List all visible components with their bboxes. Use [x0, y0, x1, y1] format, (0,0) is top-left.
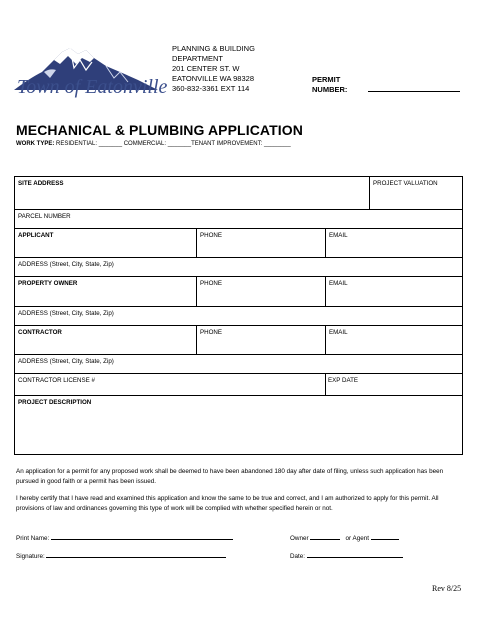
address-line: 360-832-3361 EXT 114: [172, 84, 250, 93]
contractor-label: CONTRACTOR: [18, 329, 62, 336]
address-line: PLANNING & BUILDING: [172, 44, 255, 53]
contractor-license-field[interactable]: [14, 373, 326, 396]
parcel-number-field[interactable]: [14, 209, 463, 229]
permit-number-field[interactable]: [368, 91, 460, 92]
parcel-number-label: PARCEL NUMBER: [18, 213, 71, 220]
logo-text: Town of Eatonville: [17, 76, 168, 98]
print-name-row[interactable]: [16, 532, 233, 542]
project-description-field[interactable]: [14, 395, 463, 455]
agent-line[interactable]: [371, 532, 399, 540]
date-row[interactable]: [290, 550, 403, 560]
abandonment-notice: An application for a permit for any proposed work shall be deemed to have been abandoned 180 day after date of filing, unless such application has been pursued in good faith or a permit has been issued.: [16, 468, 444, 485]
owner-label: Owner: [290, 535, 309, 542]
project-valuation-label: PROJECT VALUATION: [373, 180, 438, 187]
site-address-field[interactable]: [14, 176, 370, 210]
project-description-label: PROJECT DESCRIPTION: [18, 399, 92, 406]
phone-label: PHONE: [200, 280, 223, 287]
property-owner-label: PROPERTY OWNER: [18, 280, 78, 287]
work-type-label: WORK TYPE:: [16, 141, 55, 147]
project-valuation-field[interactable]: [369, 176, 463, 210]
applicant-label: APPLICANT: [18, 232, 54, 239]
contractor-license-label: CONTRACTOR LICENSE #: [18, 377, 95, 384]
certification-statement: I hereby certify that I have read and examined this application and know the same to be true and correct, and I am authorized to apply for this permit. All provisions of law and ordinances governing this type of work will be complied with whether specified herein or not.: [16, 495, 439, 512]
permit-label-line-1: PERMIT: [312, 75, 341, 84]
email-label: EMAIL: [329, 329, 348, 336]
address-label: ADDRESS (Street, City, State, Zip): [18, 310, 114, 317]
print-name-line[interactable]: [51, 532, 233, 540]
revision-label: Rev 8/25: [432, 584, 462, 593]
contractor-address-field[interactable]: [14, 354, 463, 374]
owner-agent-row[interactable]: [290, 532, 399, 542]
address-line: DEPARTMENT: [172, 54, 223, 63]
print-name-label: Print Name:: [16, 535, 50, 542]
exp-date-label: EXP DATE: [328, 377, 359, 384]
signature-label: Signature:: [16, 553, 45, 560]
address-label: ADDRESS (Street, City, State, Zip): [18, 261, 114, 268]
email-label: EMAIL: [329, 232, 348, 239]
signature-row[interactable]: [16, 550, 226, 560]
contractor-phone-field[interactable]: [196, 325, 326, 355]
applicant-phone-field[interactable]: [196, 228, 326, 258]
work-type-options[interactable]: RESIDENTIAL: _______ COMMERCIAL: _______TENANT IMPROVEMENT: ________: [56, 141, 291, 147]
department-address: [172, 44, 255, 94]
permit-label-line-2: NUMBER:: [312, 85, 348, 94]
owner-line[interactable]: [310, 532, 340, 540]
agent-label: or Agent: [345, 535, 370, 542]
address-label: ADDRESS (Street, City, State, Zip): [18, 358, 114, 365]
address-line: 201 CENTER ST. W: [172, 64, 240, 73]
applicant-address-field[interactable]: [14, 257, 463, 277]
address-line: EATONVILLE WA 98328: [172, 74, 254, 83]
work-type-row[interactable]: [16, 141, 291, 147]
date-line[interactable]: [307, 550, 403, 558]
contractor-email-field[interactable]: [325, 325, 463, 355]
phone-label: PHONE: [200, 232, 223, 239]
signature-line[interactable]: [46, 550, 226, 558]
property-owner-field[interactable]: [14, 276, 197, 307]
owner-email-field[interactable]: [325, 276, 463, 307]
contractor-field[interactable]: [14, 325, 197, 355]
exp-date-field[interactable]: [325, 373, 463, 396]
phone-label: PHONE: [200, 329, 223, 336]
permit-number-label: [312, 75, 347, 95]
applicant-field[interactable]: [14, 228, 197, 258]
email-label: EMAIL: [329, 280, 348, 287]
owner-address-field[interactable]: [14, 306, 463, 326]
applicant-email-field[interactable]: [325, 228, 463, 258]
date-label: Date:: [290, 553, 306, 560]
site-address-label: SITE ADDRESS: [18, 180, 64, 187]
owner-phone-field[interactable]: [196, 276, 326, 307]
page-title: MECHANICAL & PLUMBING APPLICATION: [16, 122, 303, 138]
